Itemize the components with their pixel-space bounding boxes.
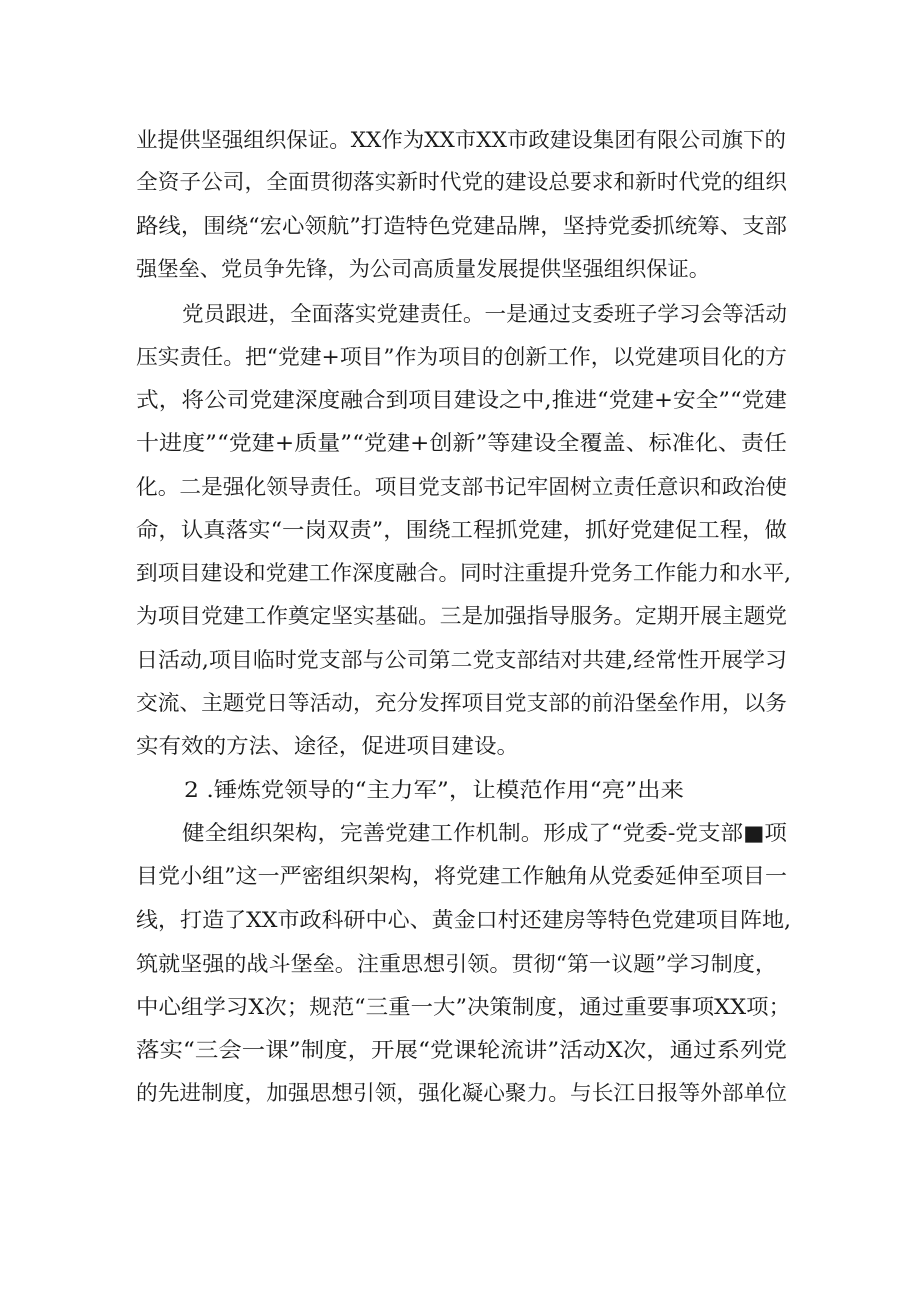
text-line (0, 987, 920, 1027)
text-line (0, 467, 920, 507)
section-heading (0, 770, 920, 810)
line-text: 交流、主题党日等活动，充分发挥项目党支部的前沿堡垒作用，以务 (136, 691, 787, 715)
text-line (0, 944, 920, 984)
line-text: 党员跟进，全面落实党建责任。一是通过支委班子学习会等活动 (182, 302, 787, 326)
line-text: 实有效的方法、途径，促进项目建设。 (136, 734, 519, 758)
line-text: 化。二是强化领导责任。项目党支部书记牢固树立责任意识和政治使 (136, 475, 787, 499)
line-text: 健全组织架构，完善党建工作机制。形成了“党委-党支部■项 (182, 821, 787, 845)
text-line (0, 423, 920, 463)
text-line (0, 249, 920, 289)
text-line (0, 553, 920, 593)
line-text: 路线，围绕“宏心领航”打造特色党建品牌，坚持党委抓统筹、支部 (136, 214, 787, 238)
text-line (0, 294, 920, 334)
line-text: 命，认真落实“一岗双责”，围绕工程抓党建，抓好党建促工程，做 (136, 518, 787, 542)
line-text: 的先进制度，加强思想引领，强化凝心聚力。与长江日报等外部单位 (136, 1081, 787, 1105)
line-text: 目党小组”这一严密组织架构，将党建工作触角从党委延伸至项目一 (136, 864, 787, 888)
text-line (0, 813, 920, 853)
text-line (0, 510, 920, 550)
text-line (0, 1073, 920, 1113)
line-text: 线，打造了XX市政科研中心、黄金口村还建房等特色党建项目阵地, (136, 908, 791, 932)
line-text: 十进度”“党建+质量”“党建+创新”等建设全覆盖、标准化、责任 (136, 431, 788, 455)
line-text: 式，将公司党建深度融合到项目建设之中,推进“党建+安全”“党建 (136, 388, 787, 412)
text-line (0, 726, 920, 766)
line-text: 筑就坚强的战斗堡垒。注重思想引领。贯彻“第一议题”学习制度， (136, 952, 777, 976)
text-line (0, 683, 920, 723)
text-line (0, 380, 920, 420)
line-text: 为项目党建工作奠定坚实基础。三是加强指导服务。定期开展主题党 (136, 604, 787, 628)
line-text: 中心组学习X次；规范“三重一大”决策制度，通过重要事项XX项； (136, 995, 791, 1019)
line-text: 日活动,项目临时党支部与公司第二党支部结对共建,经常性开展学习 (136, 648, 787, 672)
text-line (0, 120, 920, 160)
line-text: 业提供坚强组织保证。XX作为XX市XX市政建设集团有限公司旗下的 (136, 128, 786, 152)
line-text: 到项目建设和党建工作深度融合。同时注重提升党务工作能力和水平, (136, 561, 791, 585)
text-line (0, 206, 920, 246)
line-text: 强堡垒、党员争先锋，为公司高质量发展提供坚强组织保证。 (136, 257, 710, 281)
text-line (0, 337, 920, 377)
text-line (0, 1030, 920, 1070)
heading-text: 2 .锤炼党领导的“主力军”，让模范作用“亮”出来 (184, 778, 684, 802)
line-text: 压实责任。把“党建+项目”作为项目的创新工作，以党建项目化的方 (136, 345, 787, 369)
text-line (0, 162, 920, 202)
text-line (0, 640, 920, 680)
text-line (0, 900, 920, 940)
text-line (0, 596, 920, 636)
line-text: 落实“三会一课”制度，开展“党课轮流讲”活动X次，通过系列党 (136, 1038, 787, 1062)
line-text: 全资子公司，全面贯彻落实新时代党的建设总要求和新时代党的组织 (136, 170, 787, 194)
text-line (0, 856, 920, 896)
